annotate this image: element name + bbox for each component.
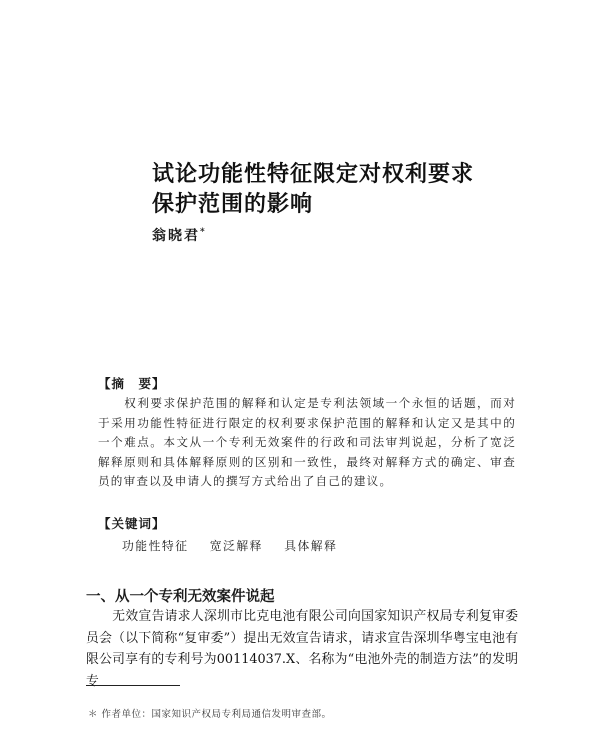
keywords-list	[122, 537, 353, 554]
body-paragraph	[86, 606, 518, 692]
footnote: ＊ 作者单位：国家知识产权局专利局通信发明审查部。	[88, 709, 332, 720]
keyword-item: 宽泛解释	[209, 539, 263, 553]
keywords-label: 【关键词】	[98, 516, 166, 531]
body-paragraph-text: 无效宣告请求人深圳市比克电池有限公司向国家知识产权局专利复审委员会（以下简称“复审委”）提出无效宣告请求，请求宣告深圳华粤宝电池有限公司享有的专利号为00114037.X、名称为“电池外壳的制造方法”的发明专	[86, 609, 518, 689]
abstract-text: 权利要求保护范围的解释和认定是专利法领域一个永恒的话题，而对于采用功能性特征进行限定的权利要求保护范围的解释和认定又是其中的一个难点。本文从一个专利无效案件的行政和司法审判说起，分析了宽泛解释原则和具体解释原则的区别和一致性，最终对解释方式的确定、审查员的审查以及申请人的撰写方式给出了自己的建议。	[98, 396, 516, 488]
author-name	[152, 225, 207, 245]
section-heading: 一、从一个专利无效案件说起	[86, 589, 275, 605]
footnote-divider	[86, 685, 180, 686]
author-footnote-mark: *	[200, 227, 207, 238]
abstract-label: 【摘 要】	[98, 376, 166, 391]
author-name-text: 翁晓君	[152, 228, 200, 244]
keyword-item: 具体解释	[284, 539, 338, 553]
article-title-line-1: 试论功能性特征限定对权利要求	[152, 162, 475, 187]
abstract-body	[98, 394, 516, 492]
keyword-item: 功能性特征	[122, 539, 189, 553]
article-title-line-2: 保护范围的影响	[152, 192, 314, 217]
